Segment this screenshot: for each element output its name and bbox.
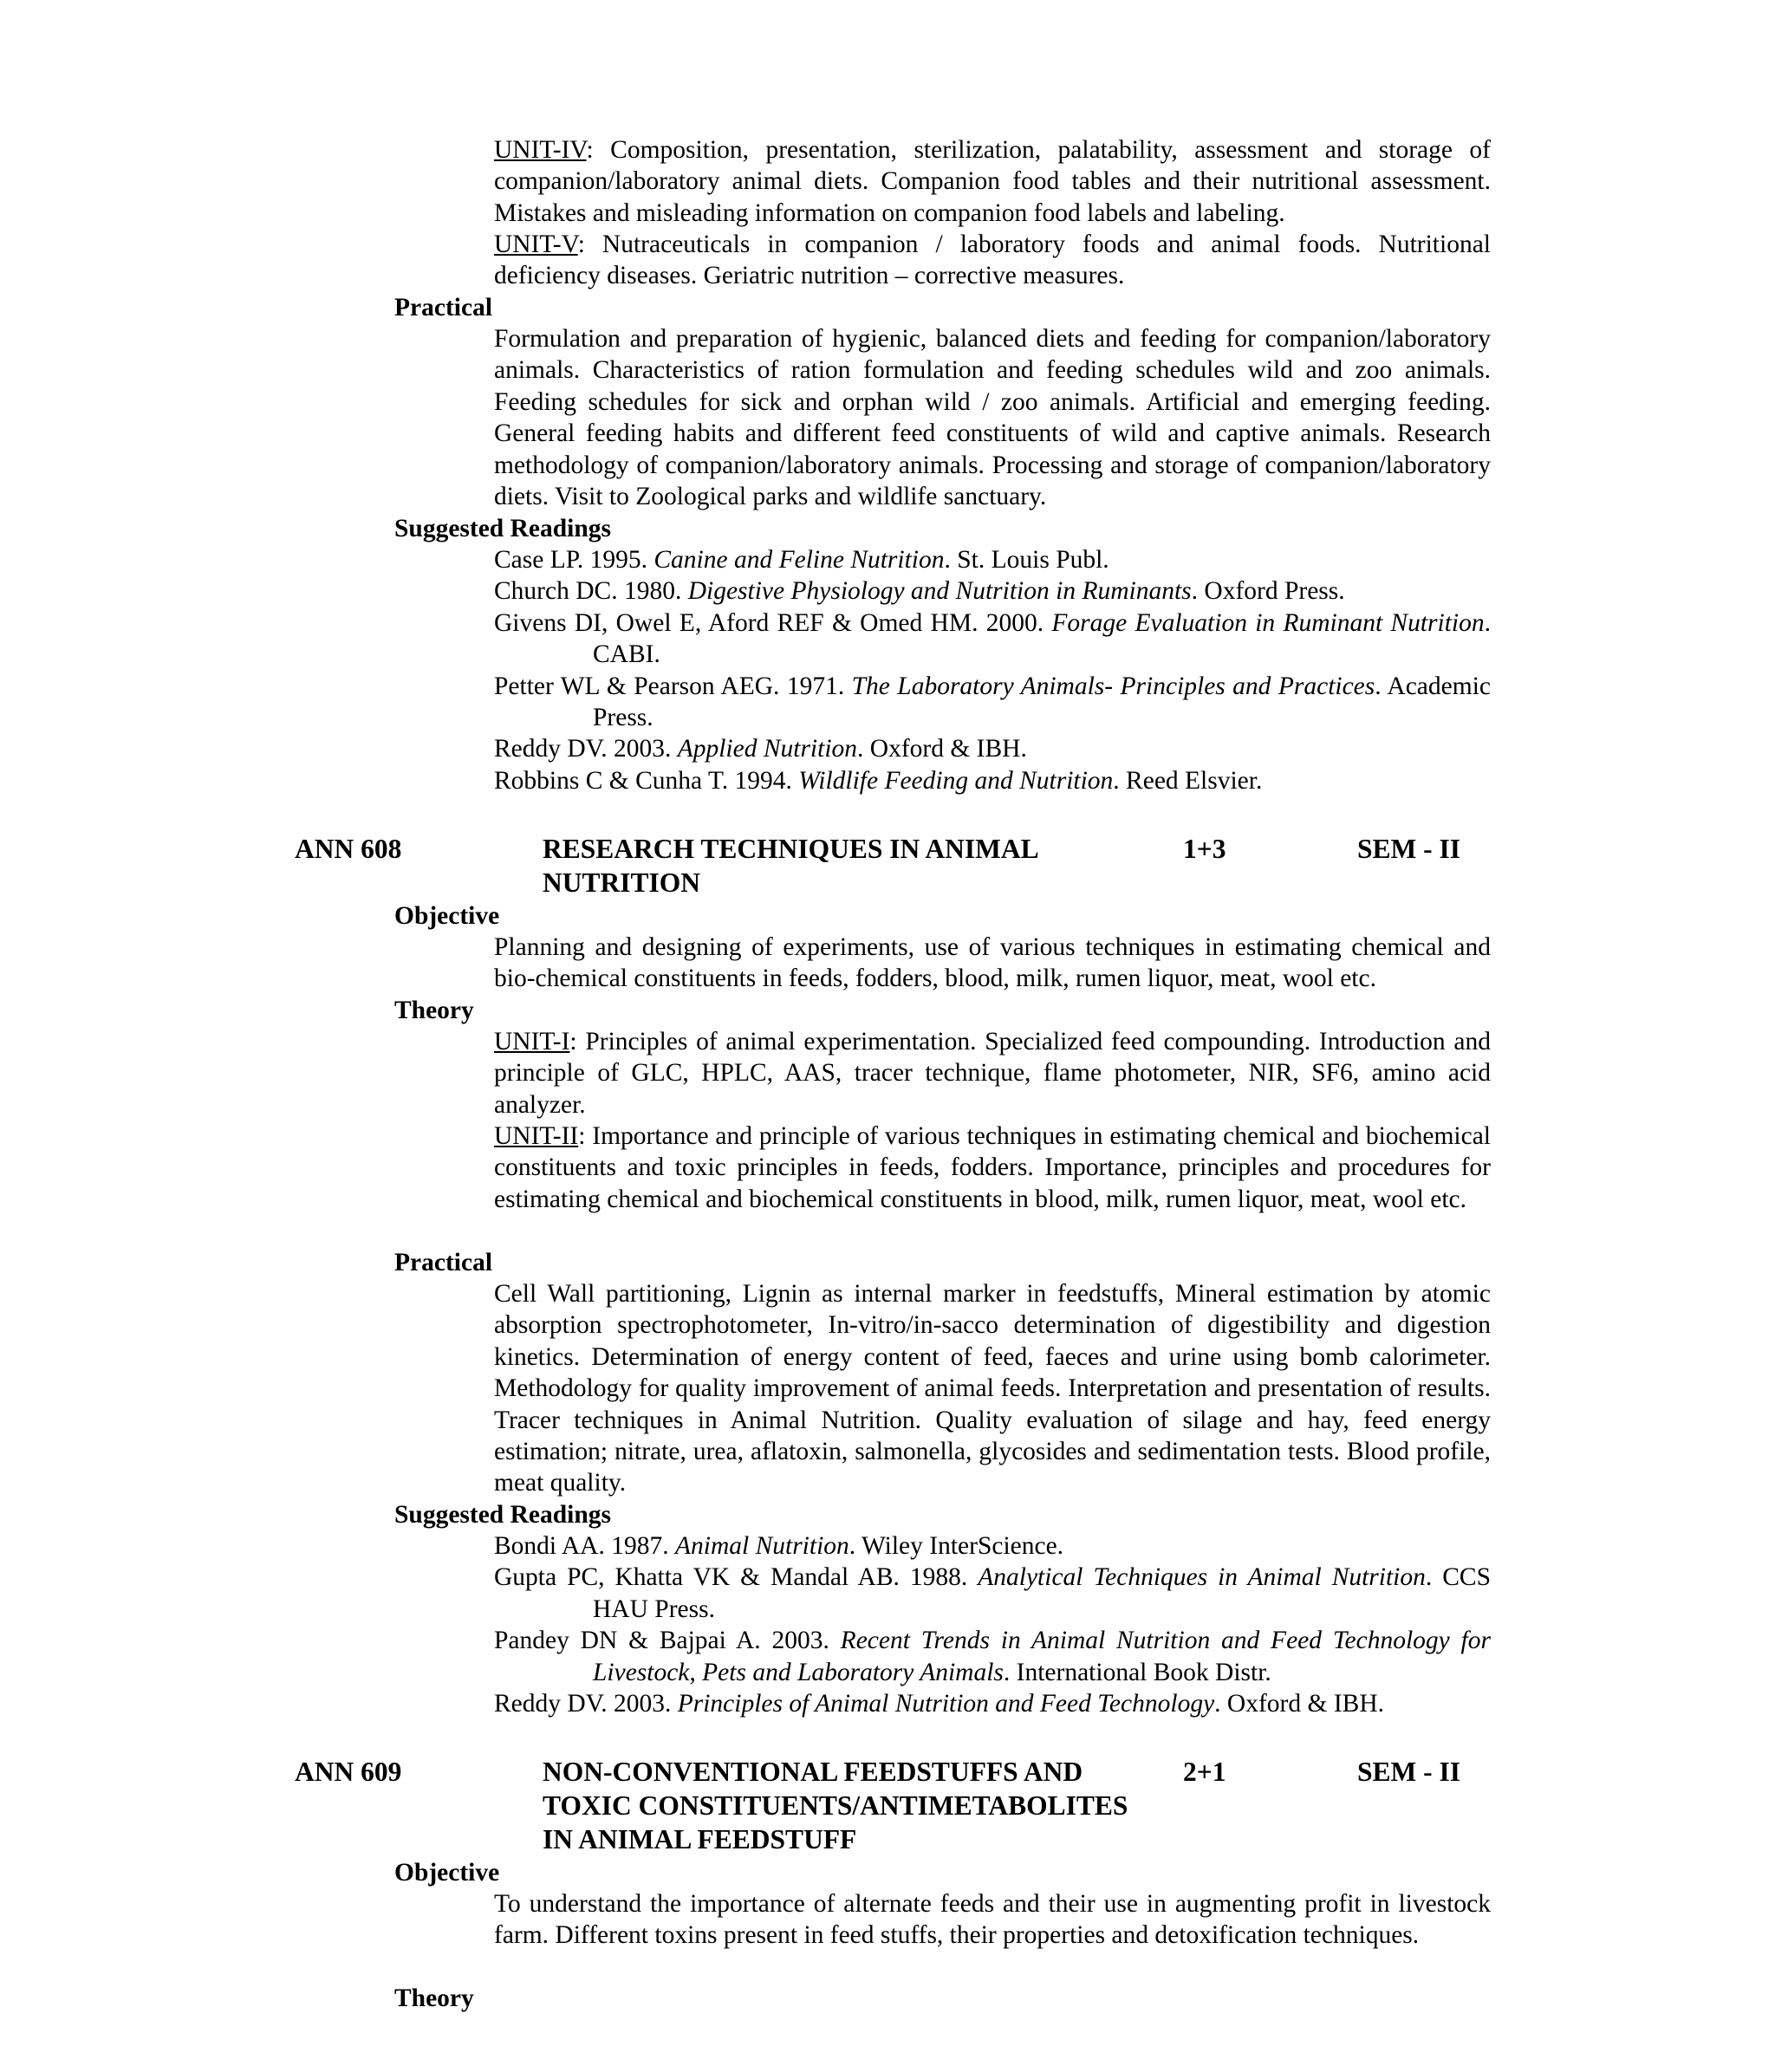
course-code: ANN 609 <box>295 1757 402 1787</box>
course-code: ANN 608 <box>295 834 402 864</box>
unit-ii-text: : Importance and principle of various techniques in estimating chemical and biochemical constituents and toxic principles in feeds, fodders. Importance, principles and procedures for estimating chemical and biochemical constituents in blood, milk, rumen liquor, meat, wool etc. <box>494 1122 1491 1213</box>
course-semester: SEM - II <box>1357 1757 1461 1787</box>
unit-iv-text: : Composition, presentation, sterilization, palatability, assessment and storage of companion/laboratory animal diets. Companion food tables and their nutritional assessment. Mistakes and misleading information on companion food labels and labeling. <box>494 136 1491 227</box>
unit-iv-label: UNIT-IV <box>494 136 587 164</box>
course-credits: 1+3 <box>1183 834 1226 864</box>
objective-text: Planning and designing of experiments, use of various techniques in estimating chemical and bio-chemical constituents in feeds, fodders, blood, milk, rumen liquor, meat, wool etc. <box>494 933 1491 993</box>
practical-heading: Practical <box>394 1249 493 1276</box>
reference-item: Bondi AA. 1987. Animal Nutrition. Wiley InterScience. <box>494 1532 1064 1560</box>
reference-item: Reddy DV. 2003. Applied Nutrition. Oxford & IBH. <box>494 735 1027 763</box>
reference-list <box>494 544 1491 796</box>
reference-item: Givens DI, Owel E, Aford REF & Omed HM. 2000. Forage Evaluation in Ruminant Nutrition. CABI. <box>494 608 1491 669</box>
practical-text: Cell Wall partitioning, Lignin as internal marker in feedstuffs, Mineral estimation by atomic absorption spectrophotometer, In-vitro/in-sacco determination of digestibility and digestion kinetics. Determination of energy content of feed, faeces and urine using bomb calorimeter. Methodology for quality improvement of animal feeds. Interpretation and presentation of results. Tracer techniques in Animal Nutrition. Quality evaluation of silage and hay, feed energy estimation; nitrate, urea, aflatoxin, salmonella, glycosides and sedimentation tests. Blood profile, meat quality. <box>494 1280 1491 1497</box>
suggested-readings-heading: Suggested Readings <box>394 1501 611 1529</box>
course-title: NON-CONVENTIONAL FEEDSTUFFS AND TOXIC CONSTITUENTS/ANTIMETABOLITES IN ANIMAL FEEDSTUFF <box>543 1757 1128 1854</box>
unit-v-text: : Nutraceuticals in companion / laboratory foods and animal foods. Nutritional deficiency diseases. Geriatric nutrition – corrective measures. <box>494 231 1491 290</box>
reference-item: Pandey DN & Bajpai A. 2003. Recent Trends in Animal Nutrition and Feed Technology for Livestock, Pets and Laboratory Animals. International Book Distr. <box>494 1627 1491 1686</box>
unit-i-text: : Principles of animal experimentation. Specialized feed compounding. Introduction and principle of GLC, HPLC, AAS, tracer technique, flame photometer, NIR, SF6, amino acid analyzer. <box>494 1028 1491 1119</box>
theory-heading: Theory <box>394 1984 474 2012</box>
reference-item: Petter WL & Pearson AEG. 1971. The Laboratory Animals- Principles and Practices. Academic Press. <box>494 672 1491 732</box>
course-semester: SEM - II <box>1357 834 1461 864</box>
practical-heading: Practical <box>394 294 493 322</box>
unit-i-paragraph <box>494 1026 1491 1120</box>
reference-item: Case LP. 1995. Canine and Feline Nutrition. St. Louis Publ. <box>494 546 1109 574</box>
unit-ii-label: UNIT-II <box>494 1122 579 1150</box>
unit-v-paragraph <box>494 229 1491 292</box>
unit-v-label: UNIT-V <box>494 231 578 258</box>
reference-list <box>494 1530 1491 1719</box>
unit-ii-paragraph <box>494 1120 1491 1215</box>
reference-item: Reddy DV. 2003. Principles of Animal Nutrition and Feed Technology. Oxford & IBH. <box>494 1690 1384 1718</box>
course-title: RESEARCH TECHNIQUES IN ANIMAL NUTRITION <box>543 834 1039 898</box>
suggested-readings-heading: Suggested Readings <box>394 515 611 542</box>
objective-heading: Objective <box>394 1859 500 1887</box>
reference-item: Gupta PC, Khatta VK & Mandal AB. 1988. Analytical Techniques in Animal Nutrition. CCS HAU Press. <box>494 1563 1492 1623</box>
reference-item: Church DC. 1980. Digestive Physiology and Nutrition in Ruminants. Oxford Press. <box>494 577 1345 606</box>
course-credits: 2+1 <box>1183 1757 1226 1787</box>
theory-heading: Theory <box>394 997 474 1024</box>
objective-text: To understand the importance of alternate feeds and their use in augmenting profit in livestock farm. Different toxins present in feed stuffs, their properties and detoxification techniques. <box>494 1890 1491 1950</box>
unit-iv-paragraph <box>494 134 1491 229</box>
unit-i-label: UNIT-I <box>494 1028 570 1055</box>
reference-item: Robbins C & Cunha T. 1994. Wildlife Feeding and Nutrition. Reed Elsvier. <box>494 766 1263 795</box>
practical-text: Formulation and preparation of hygienic, balanced diets and feeding for companion/laboratory animals. Characteristics of ration formulation and feeding schedules wild and zoo animals. Feeding schedules for sick and orphan wild / zoo animals. Artificial and emerging feeding. General feeding habits and different feed constituents of wild and captive animals. Research methodology of companion/laboratory animals. Processing and storage of companion/laboratory diets. Visit to Zoological parks and wildlife sanctuary. <box>494 325 1491 511</box>
objective-heading: Objective <box>394 902 500 930</box>
